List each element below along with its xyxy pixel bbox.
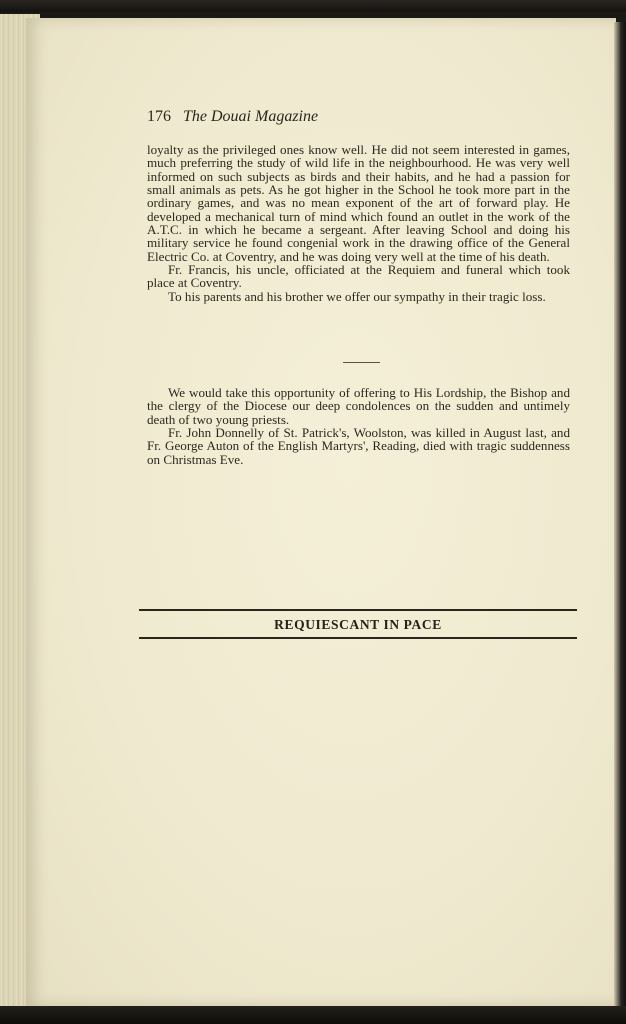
book-cover-edge	[614, 22, 626, 1008]
heading-rule-bottom	[139, 637, 577, 639]
obituary-continuation	[147, 143, 570, 303]
running-title: The Douai Magazine	[183, 108, 319, 125]
book-bottom-edge	[0, 1006, 626, 1024]
paragraph: Fr. John Donnelly of St. Patrick's, Woolston, was killed in August last, and Fr. George Auton of the English Martyrs', Reading, died with tragic suddenness on Christmas Eve.	[147, 425, 570, 467]
paragraph: To his parents and his brother we offer our sympathy in their tragic loss.	[168, 288, 546, 304]
paragraph: loyalty as the privileged ones know well. He did not seem interested in games, much preferring the study of wild life in the neighbourhood. He was very well informed on such subjects as birds and their habits, and he had a passion for small animals as pets. As he got higher in the School he took more part in the ordinary games, and was no mean exponent of the art of forward play. He developed a mechanical turn of mind which found an outlet in the work of the A.T.C. in which he became a sergeant. After leaving School and doing his military service he found congenial work in the drawing office of the General Electric Co. at Coventry, and he was doing very well at the time of his death.	[147, 142, 570, 264]
paragraph: Fr. Francis, his uncle, officiated at the Requiem and funeral which took place at Coventry.	[147, 262, 570, 291]
section-separator	[343, 362, 380, 363]
page-header	[147, 108, 318, 126]
section-heading: REQUIESCANT IN PACE	[274, 617, 442, 632]
page-number: 176	[147, 108, 171, 125]
paragraph: We would take this opportunity of offering to His Lordship, the Bishop and the clergy of the Diocese our deep condolences on the sudden and untimely death of two young priests.	[147, 385, 570, 427]
condolences-section	[147, 386, 570, 466]
heading-rule-top	[139, 609, 577, 611]
book-top-edge	[0, 0, 626, 12]
